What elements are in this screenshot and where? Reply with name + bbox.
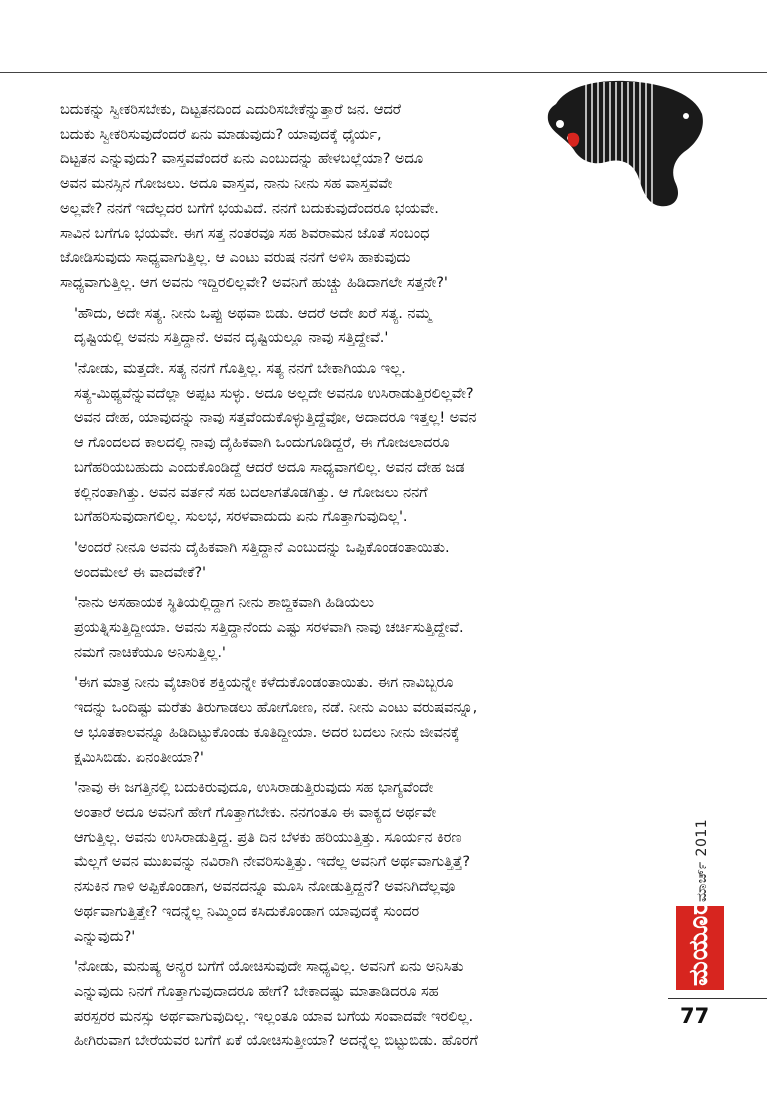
text-line: 'ಅಂದರೆ ನೀನೂ ಅವನು ದೈಹಿಕವಾಗಿ ಸತ್ತಿದ್ದಾನೆ ಎಂಬುದನ್ನು ಒಪ್ಪಿಕೊಂಡಂತಾಯಿತು. (74, 538, 450, 556)
text-line: ಹೀಗಿರುವಾಗ ಬೇರೆಯವರ ಬಗೆಗೆ ಏಕೆ ಯೋಚಿಸುತ್ತೀಯಾ? ಅದನ್ನೆಲ್ಲ ಬಿಟ್ಟುಬಿಡು. ಹೊರಗೆ (74, 1032, 478, 1050)
text-line: ಎನ್ನುವುದು?' (74, 927, 136, 945)
article-body (60, 98, 616, 1060)
text-line: ಅವನ ಮನಸ್ಸಿನ ಗೋಜಲು. ಅದೂ ವಾಸ್ತವ, ನಾನು ನೀನು ಸಹ ವಾಸ್ತವವೇ (60, 175, 393, 193)
page-number: 77 (680, 1004, 710, 1028)
paragraph (60, 357, 616, 530)
text-line: ಆ ಭೂತಕಾಲವನ್ನೂ ಹಿಡಿದಿಟ್ಟುಕೊಂಡು ಕೂತಿದ್ದೀಯಾ. ಅದರ ಬದಲು ನೀನು ಜೀವನಕ್ಕೆ (74, 723, 460, 741)
footer-rule (668, 998, 767, 999)
text-line: ಬಗೆಹರಿಸುವುದಾಗಲಿಲ್ಲ. ಸುಲಭ, ಸರಳವಾದುದು ಏನು ಗೊತ್ತಾಗುವುದಿಲ್ಲ'. (74, 508, 408, 526)
paragraph (60, 302, 616, 351)
text-line: ಅರ್ಥವಾಗುತ್ತಿತ್ತೇ? ಇದನ್ನೆಲ್ಲ ನಿಮ್ಮಿಂದ ಕಸಿದುಕೊಂಡಾಗ ಯಾವುದಕ್ಕೆ ಸುಂದರ (74, 902, 420, 920)
text-line: ಆ ಗೊಂದಲದ ಕಾಲದಲ್ಲಿ ನಾವು ದೈಹಿಕವಾಗಿ ಒಂದುಗೂಡಿದ್ದರೆ, ಈ ಗೋಜಲಾದರೂ (74, 434, 450, 452)
text-line: ದಿಟ್ಟತನ ಎನ್ನುವುದು? ವಾಸ್ತವವೆಂದರೆ ಏನು ಎಂಬುದನ್ನು ಹೇಳಬಲ್ಲೆಯಾ? ಅದೂ (60, 150, 424, 168)
text-line: 'ಹೌದು, ಅದೇ ಸತ್ಯ. ನೀನು ಒಪ್ಪು ಅಥವಾ ಬಿಡು. ಆದರೆ ಅದೇ ಖರೆ ಸತ್ಯ. ನಮ್ಮ (74, 304, 432, 322)
text-line: ಸತ್ಯ-ಮಿಥ್ಯವೆನ್ನುವದೆಲ್ಲಾ ಅಪ್ಪಟ ಸುಳ್ಳು. ಅದೂ ಅಲ್ಲದೇ ಅವನೂ ಉಸಿರಾಡುತ್ತಿರಲಿಲ್ಲವೇ? (74, 384, 474, 402)
text-line: ಬಗೆಹರಿಯಬಹುದು ಎಂದುಕೊಂಡಿದ್ದೆ ಆದರೆ ಅದೂ ಸಾಧ್ಯವಾಗಲಿಲ್ಲ. ಅವನ ದೇಹ ಜಡ (74, 458, 465, 476)
text-line: ಕಲ್ಲಿನಂತಾಗಿತ್ತು. ಅವನ ವರ್ತನೆ ಸಹ ಬದಲಾಗತೊಡಗಿತ್ತು. ಆ ಗೋಜಲು ನನಗೆ (74, 483, 428, 501)
text-line: ಜೋಡಿಸುವುದು ಸಾಧ್ಯವಾಗುತ್ತಿಲ್ಲ. ಆ ಎಂಟು ವರುಷ ನನಗೆ ಅಳಿಸಿ ಹಾಕುವುದು (60, 249, 411, 267)
text-line: 'ನೋಡು, ಮನುಷ್ಯ ಅನ್ಯರ ಬಗೆಗೆ ಯೋಚಿಸುವುದೇ ಸಾಧ್ಯವಿಲ್ಲ. ಅವನಿಗೆ ಏನು ಅನಿಸಿತು (74, 958, 464, 976)
text-line: ಅಂತಾರೆ ಅದೂ ಅವನಿಗೆ ಹೇಗೆ ಗೊತ್ತಾಗಬೇಕು. ನನಗಂತೂ ಈ ವಾಕ್ಯದ ಅರ್ಥವೇ (74, 803, 437, 821)
text-line: ದೃಷ್ಟಿಯಲ್ಲಿ ಅವನು ಸತ್ತಿದ್ದಾನೆ. ಅವನ ದೃಷ್ಟಿಯಲ್ಲೂ ನಾವು ಸತ್ತಿದ್ದೇವೆ.' (74, 329, 389, 347)
text-line: ಮೆಲ್ಲಗೆ ಅವನ ಮುಖವನ್ನು ನವಿರಾಗಿ ನೇವರಿಸುತ್ತಿತ್ತು. ಇದೆಲ್ಲ ಅವನಿಗೆ ಅರ್ಥವಾಗುತ್ತಿತ್ತೆ? (74, 853, 471, 871)
text-line: ನಸುಕಿನ ಗಾಳಿ ಅಪ್ಪಿಕೊಂಡಾಗ, ಅವನದನ್ನೂ ಮೂಸಿ ನೋಡುತ್ತಿದ್ದನೆ? ಅವನಿಗಿದೆಲ್ಲವೂ (74, 878, 456, 896)
text-line: ಆಗುತ್ತಿಲ್ಲ. ಅವನು ಉಸಿರಾಡುತ್ತಿದ್ದ. ಪ್ರತಿ ದಿನ ಬೆಳಕು ಹರಿಯುತ್ತಿತ್ತು. ಸೂರ್ಯನ ಕಿರಣ (74, 828, 462, 846)
issue-date-text: ಮಾರ್ಚ್ 2011 (694, 818, 710, 902)
paragraph (60, 955, 616, 1054)
text-line: ಪ್ರಯತ್ನಿಸುತ್ತಿದ್ದೀಯಾ. ಅವನು ಸತ್ತಿದ್ದಾನೆಂದು ಎಷ್ಟು ಸರಳವಾಗಿ ನಾವು ಚರ್ಚಿಸುತ್ತಿದ್ದೇವೆ. (74, 619, 464, 637)
header-rule (0, 72, 767, 73)
magazine-masthead (676, 900, 724, 990)
text-line: 'ನಾನು ಅಸಹಾಯಕ ಸ್ಥಿತಿಯಲ್ಲಿದ್ದಾಗ ನೀನು ಶಾಬ್ದಿಕವಾಗಿ ಹಿಡಿಯಲು (74, 594, 374, 612)
issue-date (684, 818, 724, 902)
text-line: ಅಂದಮೇಲೆ ಈ ವಾದವೇಕೆ?' (74, 563, 206, 581)
text-line: ಕ್ಷಮಿಸಿಬಿಡು. ಏನಂತೀಯಾ?' (74, 748, 204, 766)
text-line: ಬದುಕನ್ನು ಸ್ವೀಕರಿಸಬೇಕು, ದಿಟ್ಟತನದಿಂದ ಎದುರಿಸಬೇಕೆನ್ನುತ್ತಾರೆ ಜನ. ಆದರೆ (60, 101, 401, 118)
text-line: ಸಾಧ್ಯವಾಗುತ್ತಿಲ್ಲ. ಆಗ ಅವನು ಇದ್ದಿರಲಿಲ್ಲವೇ? ಅವನಿಗೆ ಹುಚ್ಚು ಹಿಡಿದಾಗಲೇ ಸತ್ತನೇ?' (60, 273, 448, 291)
paragraph (60, 591, 616, 665)
text-line: ನಮಗೆ ನಾಚಿಕೆಯೂ ಅನಿಸುತ್ತಿಲ್ಲ.' (74, 643, 226, 661)
text-line: 'ನೋಡು, ಮತ್ತದೇ. ಸತ್ಯ ನನಗೆ ಗೊತ್ತಿಲ್ಲ. ಸತ್ಯ ನನಗೆ ಬೇಕಾಗಿಯೂ ಇಲ್ಲ. (74, 360, 406, 378)
text-line: ಅವನ ದೇಹ, ಯಾವುದನ್ನು ನಾವು ಸತ್ತವೆಂದುಕೊಳ್ಳುತ್ತಿದ್ದೆವೋ, ಅದಾದರೂ ಇತ್ತಲ್ಲ! ಅವನ (74, 409, 477, 427)
text-line: ಪರಸ್ಪರರ ಮನಸ್ಸು ಅರ್ಥವಾಗುವುದಿಲ್ಲ. ಇಲ್ಲಂತೂ ಯಾವ ಬಗೆಯ ಸಂವಾದವೇ ಇರಲಿಲ್ಲ. (74, 1007, 473, 1025)
paragraph (60, 671, 616, 770)
text-line: ಇದನ್ನು ಒಂದಿಷ್ಟು ಮರೆತು ತಿರುಗಾಡಲು ಹೋಗೋಣ, ನಡೆ. ನೀನು ಎಂಟು ವರುಷವನ್ನೂ, (74, 699, 478, 717)
text-line: ಅಲ್ಲವೇ? ನನಗೆ ಇದೆಲ್ಲದರ ಬಗೆಗೆ ಭಯವಿದೆ. ನನಗೆ ಬದುಕುವುದೆಂದರೂ ಭಯವೇ. (60, 199, 439, 217)
text-line: 'ಈಗ ಮಾತ್ರ ನೀನು ವೈಚಾರಿಕ ಶಕ್ತಿಯನ್ನೇ ಕಳೆದುಕೊಂಡಂತಾಯಿತು. ಈಗ ನಾವಿಬ್ಬರೂ (74, 674, 454, 692)
masthead-text: ಮಯೂರ (684, 900, 714, 986)
paragraph (60, 776, 616, 949)
text-line: 'ನಾವು ಈ ಜಗತ್ತಿನಲ್ಲಿ ಬದುಕಿರುವುದೂ, ಉಸಿರಾಡುತ್ತಿರುವುದು ಸಹ ಭಾಗ್ಯವೆಂದೇ (74, 779, 434, 797)
paragraph (60, 98, 616, 296)
paragraph (60, 536, 616, 585)
text-line: ಬದುಕು ಸ್ವೀಕರಿಸುವುದೆಂದರೆ ಏನು ಮಾಡುವುದು? ಯಾವುದಕ್ಕೆ ಧೈರ್ಯ, (60, 125, 382, 143)
text-line: ಸಾವಿನ ಬಗೆಗೂ ಭಯವೇ. ಈಗ ಸತ್ತ ನಂತರವೂ ಸಹ ಶಿವರಾಮನ ಜೊತೆ ಸಂಬಂಧ (60, 224, 430, 242)
text-line: ಎನ್ನುವುದು ನಿನಗೆ ಗೊತ್ತಾಗುವುದಾದರೂ ಹೇಗೆ? ಬೇಕಾದಷ್ಟು ಮಾತಾಡಿದರೂ ಸಹ (74, 982, 439, 1000)
